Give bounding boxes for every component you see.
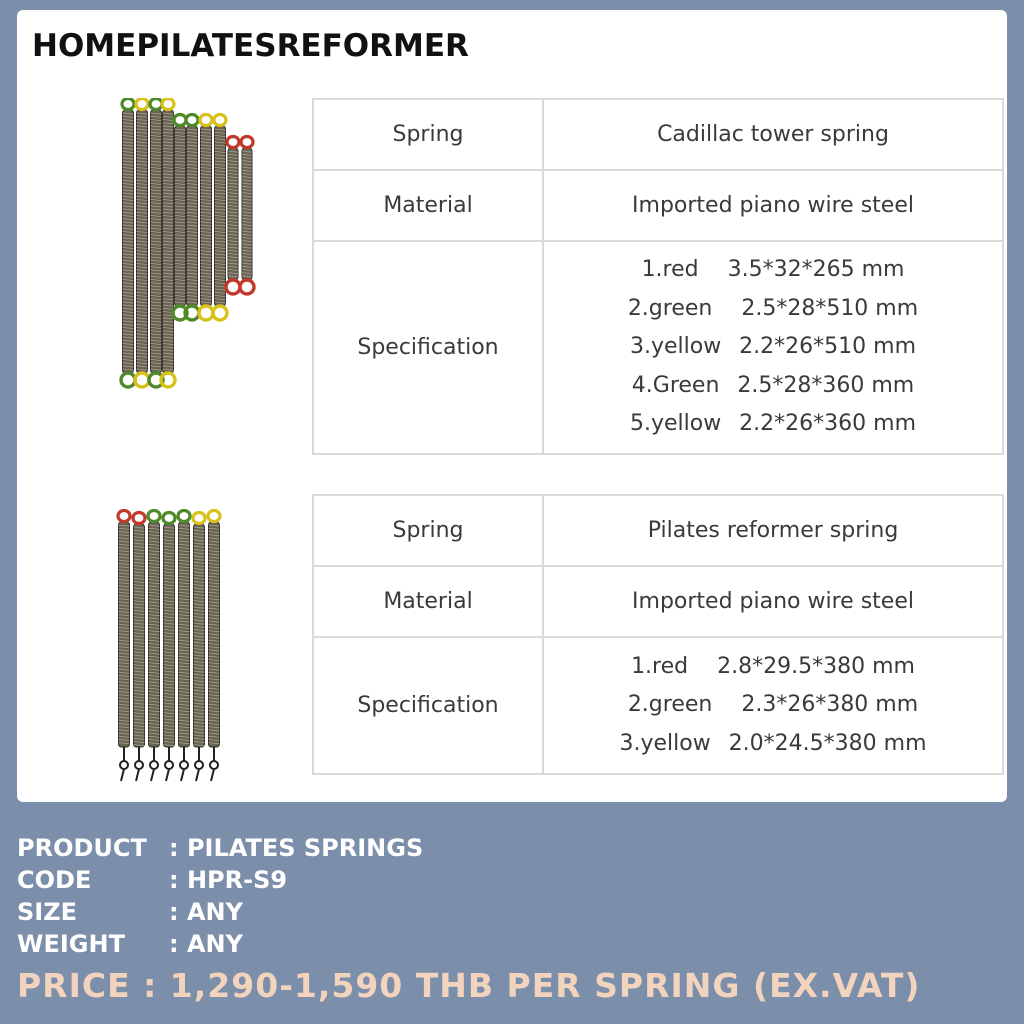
spring-bottom-loop [121, 373, 135, 387]
table-row [313, 99, 1003, 170]
spring [121, 99, 135, 388]
code-label: CODE [17, 866, 92, 894]
brand-title: HOMEPILATESREFORMER [32, 28, 469, 64]
spring [161, 99, 175, 388]
spring-hook [135, 747, 143, 781]
specification-label: Specification [313, 241, 543, 454]
spring-top-loop [214, 115, 226, 126]
spring-top-loop [162, 99, 174, 110]
spring-value: Pilates reformer spring [543, 495, 1003, 566]
spring-top-loop [241, 137, 253, 148]
spec-line: 1.red 2.8*29.5*380 mm [631, 653, 915, 679]
table-row [313, 566, 1003, 637]
spring-top-loop [163, 513, 175, 524]
spring [199, 115, 213, 321]
spring [163, 513, 175, 782]
table-row [313, 495, 1003, 566]
table-row [313, 241, 1003, 454]
spring [149, 99, 163, 388]
spring-hook [210, 747, 218, 781]
specification-label: Specification [313, 637, 543, 774]
spring [178, 511, 190, 782]
spec-line: 1.red 3.5*32*265 mm [641, 257, 905, 283]
specification-value [543, 637, 1003, 774]
spring [208, 511, 220, 782]
spring-top-loop [122, 99, 134, 110]
table-row [313, 637, 1003, 774]
spring-bottom-loop [135, 373, 149, 387]
spring [185, 115, 199, 321]
spec-line: 2.green 2.3*26*380 mm [627, 692, 919, 718]
spring-top-loop [186, 115, 198, 126]
spring [226, 137, 240, 295]
spec-line: 5.yellow 2.2*26*360 mm [629, 411, 917, 437]
specification-value [543, 241, 1003, 454]
spring [133, 513, 145, 782]
spring-top-loop [150, 99, 162, 110]
size-value: : ANY [169, 898, 243, 926]
spring-label: Spring [313, 495, 543, 566]
spring-hook [150, 747, 158, 781]
spring-top-loop [208, 511, 220, 522]
product-info [17, 832, 423, 960]
material-value: Imported piano wire steel [543, 566, 1003, 637]
spring [173, 115, 187, 321]
product-value: : PILATES SPRINGS [169, 834, 424, 862]
spring-hook [180, 747, 188, 781]
size-row [17, 896, 423, 928]
spring-hook [120, 747, 128, 781]
spec-line: 3.yellow 2.0*24.5*380 mm [619, 730, 927, 756]
reformer-spec-table [312, 494, 1004, 775]
spring-top-loop [133, 513, 145, 524]
weight-value: : ANY [169, 930, 243, 958]
product-label: PRODUCT [17, 834, 147, 862]
spring-top-loop [174, 115, 186, 126]
spring-bottom-loop [240, 280, 254, 294]
spring-value: Cadillac tower spring [543, 99, 1003, 170]
spring-hook [195, 747, 203, 781]
reformer-springs-photo [110, 492, 230, 792]
spring-hook [165, 747, 173, 781]
spring-top-loop [136, 99, 148, 110]
spring-top-loop [227, 137, 239, 148]
spec-line: 2.green 2.5*28*510 mm [627, 295, 919, 321]
weight-row [17, 928, 423, 960]
size-label: SIZE [17, 898, 78, 926]
material-label: Material [313, 566, 543, 637]
material-label: Material [313, 170, 543, 241]
spring [240, 137, 254, 295]
material-value: Imported piano wire steel [543, 170, 1003, 241]
spring [118, 511, 130, 782]
code-value: : HPR-S9 [169, 866, 288, 894]
cadillac-tower-springs-photo [100, 98, 270, 408]
spec-line: 3.yellow 2.2*26*510 mm [629, 334, 917, 360]
spring-top-loop [193, 513, 205, 524]
spring-top-loop [200, 115, 212, 126]
product-row [17, 832, 423, 864]
spring-top-loop [148, 511, 160, 522]
spec-line: 4.Green 2.5*28*360 mm [631, 372, 915, 398]
spring [135, 99, 149, 388]
cadillac-spec-table [312, 98, 1004, 455]
spring-bottom-loop [226, 280, 240, 294]
spring-top-loop [178, 511, 190, 522]
spring-bottom-loop [199, 306, 213, 320]
price-line: PRICE : 1,290-1,590 THB PER SPRING (EX.VAT) [17, 966, 921, 1005]
spring-top-loop [118, 511, 130, 522]
spring-label: Spring [313, 99, 543, 170]
spring [193, 513, 205, 782]
table-row [313, 170, 1003, 241]
spring [148, 511, 160, 782]
code-row [17, 864, 423, 896]
spring-bottom-loop [213, 306, 227, 320]
weight-label: WEIGHT [17, 930, 125, 958]
